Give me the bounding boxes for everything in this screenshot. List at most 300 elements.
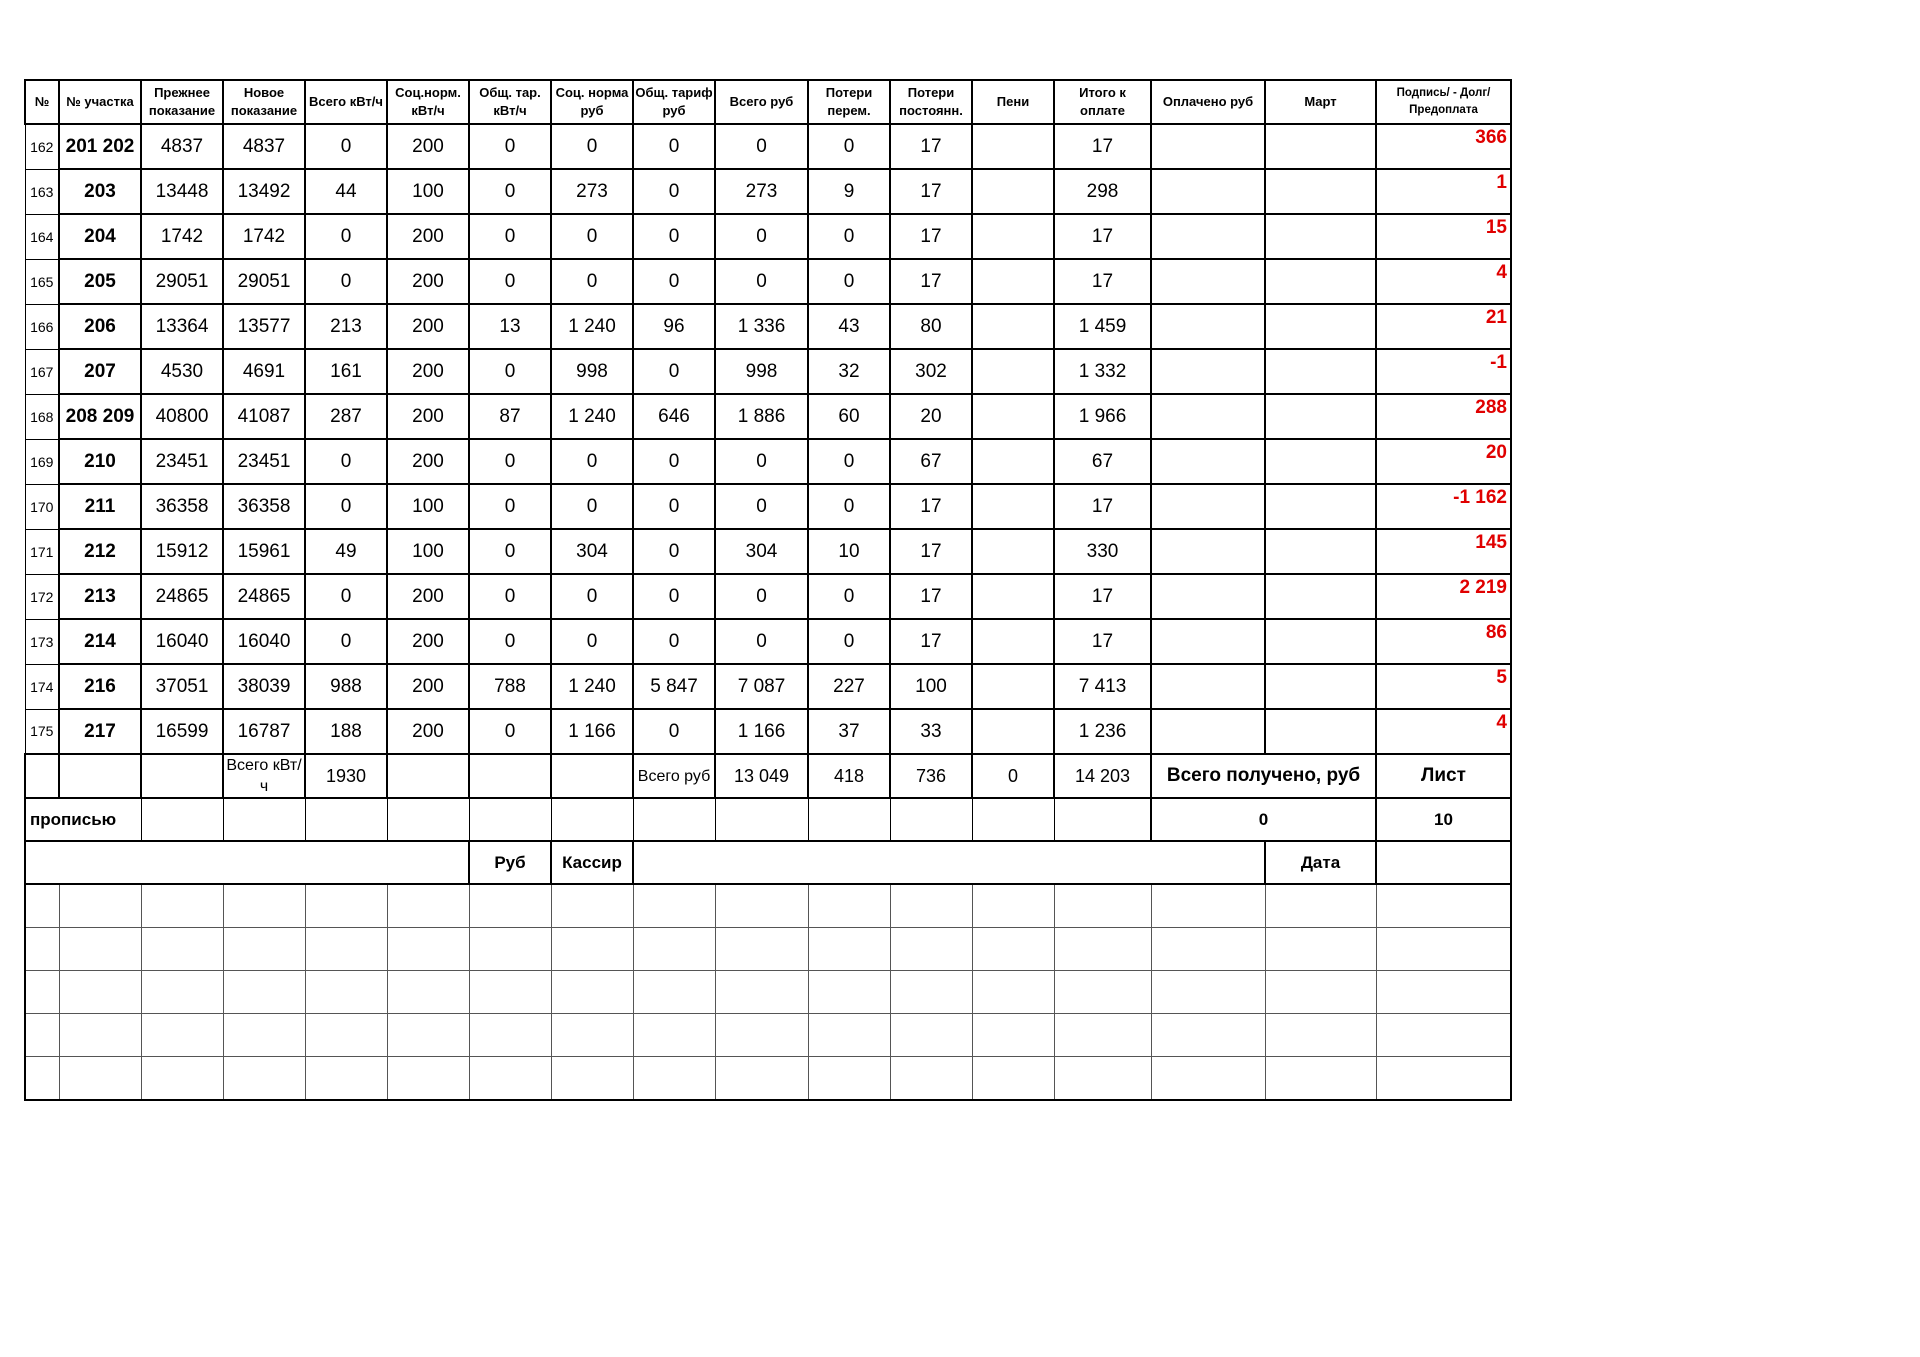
blank-cell [972, 884, 1054, 928]
general-kwh-cell: 0 [469, 574, 551, 619]
prev-reading-cell: 4837 [141, 124, 223, 169]
table-row [25, 664, 1511, 709]
new-reading-cell: 4837 [223, 124, 305, 169]
prev-reading-cell: 1742 [141, 214, 223, 259]
blank-cell [141, 928, 223, 971]
rub-total-cell: 1 886 [715, 394, 808, 439]
header-social-rub: Соц. норма руб [551, 80, 633, 124]
prev-reading-cell: 13448 [141, 169, 223, 214]
blank-cell [715, 928, 808, 971]
blank-cell [141, 971, 223, 1014]
header-prev-reading: Прежнее показание [141, 80, 223, 124]
blank-cell [305, 971, 387, 1014]
kwh-total-cell: 0 [305, 214, 387, 259]
kwh-total-cell: 0 [305, 439, 387, 484]
penalty-cell [972, 259, 1054, 304]
debt-balance-cell: 366 [1376, 124, 1511, 169]
header-month: Март [1265, 80, 1376, 124]
penalty-cell [972, 394, 1054, 439]
paid-amount-cell [1151, 529, 1265, 574]
blank-cell [808, 971, 890, 1014]
general-rub-cell: 0 [633, 709, 715, 754]
paid-amount-cell [1151, 484, 1265, 529]
paid-amount-cell [1151, 574, 1265, 619]
blank-cell [305, 1057, 387, 1101]
blank-cell [633, 1057, 715, 1101]
general-rub-cell: 0 [633, 439, 715, 484]
plot-number-cell: 210 [59, 439, 141, 484]
loss-variable-cell: 0 [808, 124, 890, 169]
social-kwh-cell: 200 [387, 619, 469, 664]
row-number-cell: 162 [25, 124, 59, 169]
social-rub-cell: 0 [551, 574, 633, 619]
blank-row [25, 928, 1511, 971]
blank-cell [1151, 928, 1265, 971]
blank-cell [469, 1057, 551, 1101]
social-rub-cell: 0 [551, 484, 633, 529]
general-kwh-cell: 0 [469, 169, 551, 214]
table-row [25, 169, 1511, 214]
blank-cell [1376, 928, 1511, 971]
social-kwh-cell: 200 [387, 259, 469, 304]
cashier-row [25, 841, 1511, 884]
plot-number-cell: 203 [59, 169, 141, 214]
blank-cell [1376, 1014, 1511, 1057]
blank-cell [59, 884, 141, 928]
amount-due-cell: 17 [1054, 124, 1151, 169]
general-rub-cell: 0 [633, 574, 715, 619]
blank-cell [223, 1057, 305, 1101]
kwh-total-cell: 44 [305, 169, 387, 214]
loss-constant-cell: 20 [890, 394, 972, 439]
totals-loss-variable: 418 [808, 754, 890, 798]
blank-cell [1054, 1014, 1151, 1057]
plot-number-cell: 216 [59, 664, 141, 709]
row-number-cell: 173 [25, 619, 59, 664]
blank-cell [387, 971, 469, 1014]
blank-cell [25, 1014, 59, 1057]
penalty-cell [972, 664, 1054, 709]
blank-cell [469, 1014, 551, 1057]
header-penalty: Пени [972, 80, 1054, 124]
social-kwh-cell: 200 [387, 574, 469, 619]
prev-reading-cell: 36358 [141, 484, 223, 529]
table-row [25, 709, 1511, 754]
header-kwh-total: Всего кВт/ч [305, 80, 387, 124]
header-general-rub: Общ. тариф руб [633, 80, 715, 124]
loss-constant-cell: 17 [890, 574, 972, 619]
social-rub-cell: 0 [551, 214, 633, 259]
amount-due-cell: 17 [1054, 214, 1151, 259]
blank-cell [1265, 928, 1376, 971]
table-row [25, 304, 1511, 349]
penalty-cell [972, 349, 1054, 394]
loss-constant-cell: 17 [890, 529, 972, 574]
new-reading-cell: 36358 [223, 484, 305, 529]
debt-balance-cell: -1 162 [1376, 484, 1511, 529]
general-rub-cell: 0 [633, 529, 715, 574]
loss-variable-cell: 10 [808, 529, 890, 574]
social-kwh-cell: 200 [387, 214, 469, 259]
paid-amount-cell [1151, 124, 1265, 169]
header-amount-due: Итого к оплате [1054, 80, 1151, 124]
new-reading-cell: 1742 [223, 214, 305, 259]
social-kwh-cell: 200 [387, 664, 469, 709]
blank-cell [551, 884, 633, 928]
penalty-cell [972, 214, 1054, 259]
paid-amount-cell [1151, 214, 1265, 259]
social-rub-cell: 0 [551, 439, 633, 484]
month-payment-cell [1265, 304, 1376, 349]
blank-cell [223, 928, 305, 971]
blank-cell [59, 1014, 141, 1057]
cashier-label: Кассир [551, 841, 633, 884]
blank-cell [387, 884, 469, 928]
blank-cell [1151, 1014, 1265, 1057]
blank-cell [715, 971, 808, 1014]
table-row [25, 214, 1511, 259]
totals-row [25, 754, 1511, 798]
blank-cell [25, 1057, 59, 1101]
paid-amount-cell [1151, 349, 1265, 394]
row-number-cell: 165 [25, 259, 59, 304]
amount-due-cell: 330 [1054, 529, 1151, 574]
blank-cell [972, 928, 1054, 971]
sheet-number: 10 [1376, 798, 1511, 841]
blank-cell [551, 1014, 633, 1057]
totals-kwh-value: 1930 [305, 754, 387, 798]
rub-total-cell: 1 166 [715, 709, 808, 754]
blank-cell [305, 1014, 387, 1057]
loss-variable-cell: 60 [808, 394, 890, 439]
row-number-cell: 171 [25, 529, 59, 574]
rub-total-cell: 998 [715, 349, 808, 394]
blank-cell [469, 971, 551, 1014]
kwh-total-cell: 0 [305, 619, 387, 664]
month-payment-cell [1265, 709, 1376, 754]
penalty-cell [972, 169, 1054, 214]
month-payment-cell [1265, 484, 1376, 529]
blank-cell [59, 1057, 141, 1101]
debt-balance-cell: 21 [1376, 304, 1511, 349]
loss-constant-cell: 17 [890, 214, 972, 259]
paid-amount-cell [1151, 619, 1265, 664]
kwh-total-cell: 188 [305, 709, 387, 754]
received-value: 0 [1151, 798, 1376, 841]
month-payment-cell [1265, 349, 1376, 394]
kwh-total-cell: 0 [305, 574, 387, 619]
blank-cell [1376, 1057, 1511, 1101]
loss-constant-cell: 100 [890, 664, 972, 709]
debt-balance-cell: 145 [1376, 529, 1511, 574]
plot-number-cell: 217 [59, 709, 141, 754]
loss-constant-cell: 302 [890, 349, 972, 394]
loss-variable-cell: 0 [808, 574, 890, 619]
row-number-cell: 168 [25, 394, 59, 439]
general-kwh-cell: 13 [469, 304, 551, 349]
blank-cell [387, 1057, 469, 1101]
social-kwh-cell: 200 [387, 349, 469, 394]
rub-total-cell: 0 [715, 439, 808, 484]
rub-total-cell: 0 [715, 124, 808, 169]
penalty-cell [972, 529, 1054, 574]
social-rub-cell: 1 166 [551, 709, 633, 754]
totals-penalty: 0 [972, 754, 1054, 798]
table-row [25, 484, 1511, 529]
blank-cell [551, 1057, 633, 1101]
social-kwh-cell: 100 [387, 484, 469, 529]
table-row [25, 619, 1511, 664]
paid-amount-cell [1151, 664, 1265, 709]
rub-total-cell: 0 [715, 619, 808, 664]
debt-balance-cell: 20 [1376, 439, 1511, 484]
blank-cell [1265, 971, 1376, 1014]
debt-balance-cell: 1 [1376, 169, 1511, 214]
totals-sheet-label: Лист [1376, 754, 1511, 798]
rub-total-cell: 0 [715, 214, 808, 259]
social-kwh-cell: 200 [387, 709, 469, 754]
blank-cell [1265, 1014, 1376, 1057]
blank-cell [972, 1057, 1054, 1101]
blank-cell [890, 928, 972, 971]
plot-number-cell: 211 [59, 484, 141, 529]
general-kwh-cell: 0 [469, 214, 551, 259]
penalty-cell [972, 484, 1054, 529]
month-payment-cell [1265, 259, 1376, 304]
general-kwh-cell: 0 [469, 124, 551, 169]
paid-amount-cell [1151, 394, 1265, 439]
prev-reading-cell: 37051 [141, 664, 223, 709]
loss-variable-cell: 43 [808, 304, 890, 349]
prev-reading-cell: 24865 [141, 574, 223, 619]
loss-constant-cell: 17 [890, 259, 972, 304]
general-kwh-cell: 0 [469, 484, 551, 529]
month-payment-cell [1265, 664, 1376, 709]
row-number-cell: 170 [25, 484, 59, 529]
blank-cell [1054, 884, 1151, 928]
loss-variable-cell: 32 [808, 349, 890, 394]
rub-total-cell: 304 [715, 529, 808, 574]
row-number-cell: 164 [25, 214, 59, 259]
header-social-kwh: Соц.норм. кВт/ч [387, 80, 469, 124]
month-payment-cell [1265, 214, 1376, 259]
blank-cell [141, 1057, 223, 1101]
blank-row [25, 1057, 1511, 1101]
general-rub-cell: 0 [633, 169, 715, 214]
amount-due-cell: 17 [1054, 484, 1151, 529]
penalty-cell [972, 574, 1054, 619]
blank-cell [890, 1014, 972, 1057]
debt-balance-cell: 4 [1376, 709, 1511, 754]
row-number-cell: 175 [25, 709, 59, 754]
general-kwh-cell: 0 [469, 619, 551, 664]
rub-total-cell: 7 087 [715, 664, 808, 709]
penalty-cell [972, 304, 1054, 349]
general-rub-cell: 0 [633, 259, 715, 304]
prev-reading-cell: 16040 [141, 619, 223, 664]
totals-received-label: Всего получено, руб [1151, 754, 1376, 798]
header-no: № [25, 80, 59, 124]
amount-due-cell: 67 [1054, 439, 1151, 484]
social-rub-cell: 1 240 [551, 664, 633, 709]
blank-cell [141, 884, 223, 928]
blank-cell [633, 884, 715, 928]
social-kwh-cell: 100 [387, 529, 469, 574]
month-payment-cell [1265, 574, 1376, 619]
blank-cell [808, 1014, 890, 1057]
date-field [1376, 841, 1511, 884]
new-reading-cell: 24865 [223, 574, 305, 619]
blank-row [25, 971, 1511, 1014]
general-kwh-cell: 788 [469, 664, 551, 709]
general-kwh-cell: 87 [469, 394, 551, 439]
blank-cell [25, 928, 59, 971]
kwh-total-cell: 0 [305, 124, 387, 169]
blank-cell [1151, 971, 1265, 1014]
loss-variable-cell: 37 [808, 709, 890, 754]
blank-row [25, 1014, 1511, 1057]
blank-cell [633, 1014, 715, 1057]
loss-constant-cell: 17 [890, 169, 972, 214]
general-kwh-cell: 0 [469, 439, 551, 484]
blank-cell [469, 884, 551, 928]
blank-cell [1151, 1057, 1265, 1101]
new-reading-cell: 4691 [223, 349, 305, 394]
prev-reading-cell: 13364 [141, 304, 223, 349]
blank-cell [715, 884, 808, 928]
new-reading-cell: 13492 [223, 169, 305, 214]
prev-reading-cell: 15912 [141, 529, 223, 574]
paid-amount-cell [1151, 439, 1265, 484]
header-row [25, 80, 1511, 124]
new-reading-cell: 29051 [223, 259, 305, 304]
social-rub-cell: 0 [551, 259, 633, 304]
rub-total-cell: 0 [715, 484, 808, 529]
general-kwh-cell: 0 [469, 259, 551, 304]
general-rub-cell: 96 [633, 304, 715, 349]
debt-balance-cell: 288 [1376, 394, 1511, 439]
loss-constant-cell: 17 [890, 484, 972, 529]
month-payment-cell [1265, 169, 1376, 214]
loss-constant-cell: 33 [890, 709, 972, 754]
row-number-cell: 163 [25, 169, 59, 214]
header-plot: № участка [59, 80, 141, 124]
row-number-cell: 174 [25, 664, 59, 709]
blank-cell [305, 884, 387, 928]
debt-balance-cell: 5 [1376, 664, 1511, 709]
blank-cell [972, 1014, 1054, 1057]
header-loss-variable: Потери перем. [808, 80, 890, 124]
plot-number-cell: 213 [59, 574, 141, 619]
rub-total-cell: 273 [715, 169, 808, 214]
new-reading-cell: 16787 [223, 709, 305, 754]
amount-due-cell: 1 459 [1054, 304, 1151, 349]
blank-cell [890, 884, 972, 928]
new-reading-cell: 16040 [223, 619, 305, 664]
plot-number-cell: 204 [59, 214, 141, 259]
prev-reading-cell: 40800 [141, 394, 223, 439]
loss-constant-cell: 17 [890, 124, 972, 169]
blank-cell [141, 1014, 223, 1057]
blank-cell [223, 884, 305, 928]
new-reading-cell: 41087 [223, 394, 305, 439]
row-number-cell: 166 [25, 304, 59, 349]
plot-number-cell: 214 [59, 619, 141, 664]
paid-amount-cell [1151, 169, 1265, 214]
rub-total-cell: 0 [715, 259, 808, 304]
general-kwh-cell: 0 [469, 709, 551, 754]
amount-due-cell: 1 332 [1054, 349, 1151, 394]
loss-variable-cell: 227 [808, 664, 890, 709]
table-row [25, 349, 1511, 394]
header-new-reading: Новое показание [223, 80, 305, 124]
amount-in-words-label: прописью [25, 798, 141, 841]
loss-constant-cell: 17 [890, 619, 972, 664]
blank-cell [25, 971, 59, 1014]
blank-cell [1265, 1057, 1376, 1101]
blank-cell [633, 928, 715, 971]
social-kwh-cell: 200 [387, 439, 469, 484]
header-loss-constant: Потери постоянн. [890, 80, 972, 124]
social-kwh-cell: 100 [387, 169, 469, 214]
prev-reading-cell: 23451 [141, 439, 223, 484]
general-rub-cell: 0 [633, 124, 715, 169]
kwh-total-cell: 287 [305, 394, 387, 439]
amount-due-cell: 17 [1054, 619, 1151, 664]
date-label: Дата [1265, 841, 1376, 884]
amount-due-cell: 298 [1054, 169, 1151, 214]
header-general-kwh: Общ. тар. кВт/ч [469, 80, 551, 124]
amount-due-cell: 7 413 [1054, 664, 1151, 709]
rub-total-cell: 1 336 [715, 304, 808, 349]
header-signature-debt: Подпись/ - Долг/Предоплата [1376, 80, 1511, 124]
debt-balance-cell: 86 [1376, 619, 1511, 664]
month-payment-cell [1265, 439, 1376, 484]
blank-cell [305, 928, 387, 971]
prev-reading-cell: 16599 [141, 709, 223, 754]
loss-variable-cell: 0 [808, 214, 890, 259]
social-kwh-cell: 200 [387, 124, 469, 169]
table-row [25, 124, 1511, 169]
blank-cell [890, 971, 972, 1014]
ledger-table [24, 79, 1512, 1101]
kwh-total-cell: 213 [305, 304, 387, 349]
penalty-cell [972, 709, 1054, 754]
month-payment-cell [1265, 124, 1376, 169]
month-payment-cell [1265, 529, 1376, 574]
table-row [25, 439, 1511, 484]
penalty-cell [972, 124, 1054, 169]
social-rub-cell: 273 [551, 169, 633, 214]
new-reading-cell: 23451 [223, 439, 305, 484]
totals-rub-label: Всего руб [633, 754, 715, 798]
new-reading-cell: 38039 [223, 664, 305, 709]
month-payment-cell [1265, 619, 1376, 664]
row-number-cell: 172 [25, 574, 59, 619]
social-rub-cell: 998 [551, 349, 633, 394]
row-number-cell: 167 [25, 349, 59, 394]
blank-cell [808, 1057, 890, 1101]
new-reading-cell: 13577 [223, 304, 305, 349]
debt-balance-cell: 2 219 [1376, 574, 1511, 619]
blank-cell [1376, 971, 1511, 1014]
general-rub-cell: 0 [633, 214, 715, 259]
table-row [25, 574, 1511, 619]
amount-due-cell: 1 966 [1054, 394, 1151, 439]
new-reading-cell: 15961 [223, 529, 305, 574]
blank-cell [469, 928, 551, 971]
blank-cell [890, 1057, 972, 1101]
